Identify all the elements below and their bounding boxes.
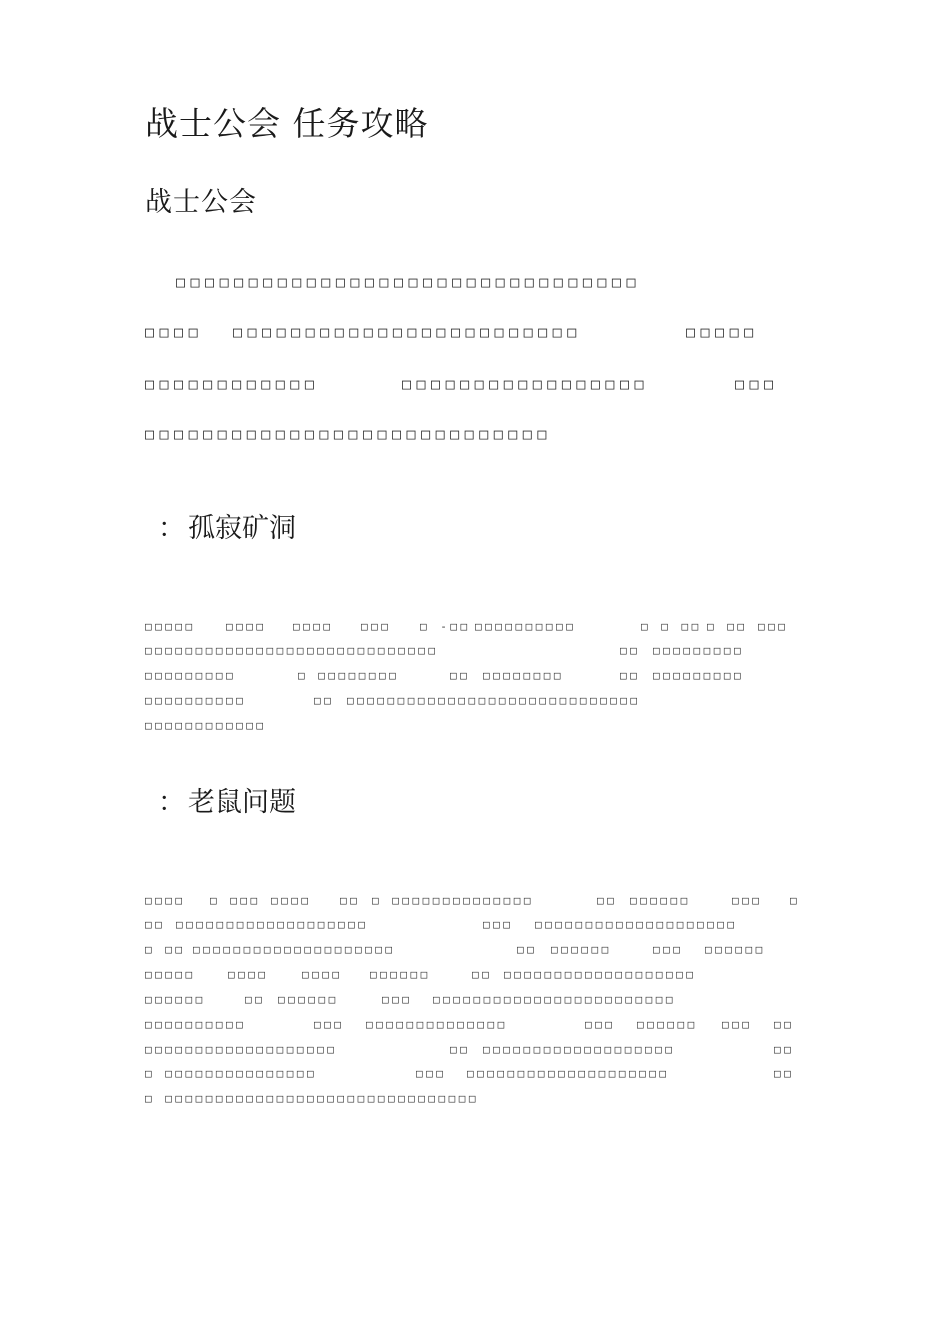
text-line: □□□: [653, 943, 684, 956]
document-subtitle: 战士公会: [145, 187, 257, 218]
text-line: □ □□□: [210, 894, 261, 907]
text-line: □: [790, 894, 801, 907]
text-line: □□□□□□□□□: [145, 669, 237, 682]
section-heading: [158, 512, 296, 546]
section-heading-colon: ：: [158, 787, 185, 818]
text-line: □□□□□□: [551, 943, 612, 956]
text-line: □□□□: [145, 323, 204, 341]
text-line: □□□□□□□□□□□□: [145, 719, 267, 732]
text-line: □□□□□□□□□□□□□□□□□□□□: [193, 943, 396, 956]
text-line: □□□□□: [145, 968, 196, 981]
text-line: □□□□: [226, 620, 267, 633]
text-line: □□□□□□: [705, 943, 766, 956]
text-line: □ □□□□□□□□: [298, 669, 400, 682]
text-line: □□□: [735, 375, 779, 393]
text-line: □□: [774, 1067, 795, 1080]
text-line: □□□□□: [686, 323, 759, 341]
text-line: □□: [517, 943, 538, 956]
text-line: □□□□□□□□□□□□□□□□□□□□□□□□□□□□□: [145, 644, 439, 657]
document-title: 战士公会 任务攻略: [145, 104, 429, 143]
text-line: □□□: [314, 1018, 345, 1031]
text-line: □□□□□□□□□□: [145, 1018, 247, 1031]
text-line: □□: [450, 669, 471, 682]
text-line: □□□□□□: [278, 993, 339, 1006]
text-line: □□□□□□□□□□□□□□□□□□□: [145, 1043, 338, 1056]
text-line: □□□□□□: [370, 968, 431, 981]
text-line: □□□□□□□□□□□□□□□□□□□□□□□□□□□□□: [347, 694, 641, 707]
text-line: □□□□□□□□□□□□□□□□□□□□□□□□□□□□□□□□: [176, 273, 641, 291]
text-line: □□□□□□□□□□: [145, 694, 247, 707]
text-line: □□□□: [302, 968, 343, 981]
text-line: □□□□□□□□□□: [475, 620, 577, 633]
text-line: □□□: [483, 918, 514, 931]
text-line: □□□□□□□□□□□□□□□□□: [402, 375, 650, 393]
text-line: □□□□□□□□□□□□□□□□□□□: [504, 968, 697, 981]
text-line: □□□□: [293, 620, 334, 633]
text-line: □□□□□□□□□□□□□□□□□□□□: [535, 918, 738, 931]
text-line: □□: [472, 968, 493, 981]
text-line: □□: [145, 918, 166, 931]
text-line: □□□: [416, 1067, 447, 1080]
text-line: □□□□□: [145, 620, 196, 633]
text-line: □□□□: [145, 894, 186, 907]
text-line: □□□: [585, 1018, 616, 1031]
text-line: □□: [774, 1043, 795, 1056]
text-line: □□□: [361, 620, 392, 633]
text-line: □□□□□□□□□□□□□□□□□□□: [176, 918, 369, 931]
text-line: □□: [620, 669, 641, 682]
text-line: □ □□□□□□□□□□□□□□□: [145, 1067, 318, 1080]
text-line: □□□□□□□□□□□□□□□□□□□: [483, 1043, 676, 1056]
text-line: □□□□: [271, 894, 312, 907]
text-line: □□□□□□: [145, 993, 206, 1006]
text-line: □□□□□□□□□□□□□□□□□□□□□□□□: [233, 323, 582, 341]
text-line: □ □□: [707, 620, 748, 633]
text-line: □□□□□□: [630, 894, 691, 907]
text-line: □□: [620, 644, 641, 657]
text-line: □□□□□□: [637, 1018, 698, 1031]
text-line: □□□□□□□□□: [653, 669, 745, 682]
text-line: □□: [597, 894, 618, 907]
text-line: □□: [314, 694, 335, 707]
text-line: □□□: [382, 993, 413, 1006]
section-heading: [158, 786, 296, 820]
text-line: □ -□□: [420, 620, 471, 633]
text-line: □ □□□□□□□□□□□□□□: [372, 894, 534, 907]
text-line: □□□: [732, 894, 763, 907]
text-line: □ □ □□: [641, 620, 702, 633]
text-line: □ □□: [145, 943, 186, 956]
text-line: □□□□□□□□: [483, 669, 564, 682]
text-line: □□□: [758, 620, 789, 633]
text-line: □□: [340, 894, 361, 907]
text-line: □□: [774, 1018, 795, 1031]
text-line: □□□□□□□□□: [653, 644, 745, 657]
text-line: □□: [450, 1043, 471, 1056]
text-line: □□□□: [228, 968, 269, 981]
text-line: □□□□□□□□□□□□□□□□□□□□□□□□: [433, 993, 676, 1006]
section-heading-colon: ：: [158, 513, 185, 544]
text-line: □ □□□□□□□□□□□□□□□□□□□□□□□□□□□□□□□: [145, 1092, 480, 1105]
section-heading-text: 老鼠问题: [188, 787, 296, 818]
text-line: □□: [245, 993, 266, 1006]
text-line: □□□□□□□□□□□□: [145, 375, 320, 393]
section-heading-text: 孤寂矿洞: [188, 513, 296, 544]
text-line: □□□□□□□□□□□□□□: [366, 1018, 508, 1031]
text-line: □□□□□□□□□□□□□□□□□□□□□□□□□□□□: [145, 425, 552, 443]
text-line: □□□□□□□□□□□□□□□□□□□□: [467, 1067, 670, 1080]
text-line: □□□: [722, 1018, 753, 1031]
